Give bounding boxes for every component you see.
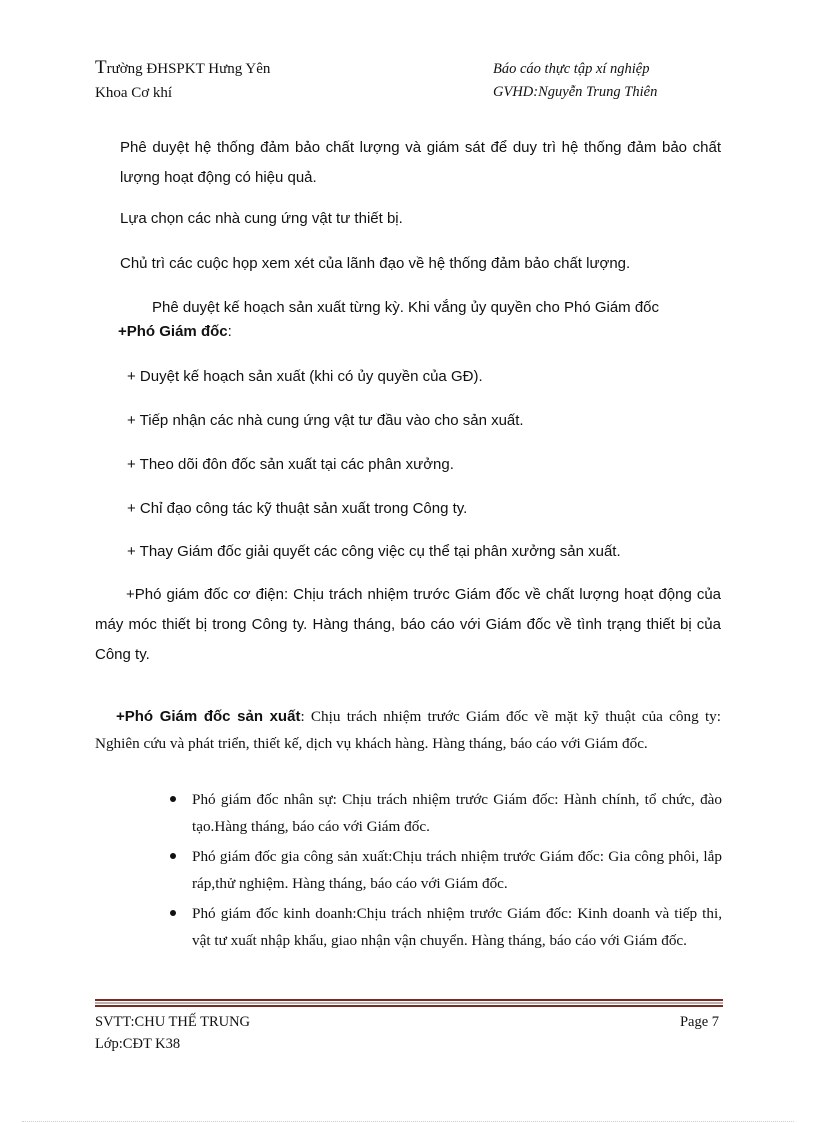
duty-item-2: + Tiếp nhận các nhà cung ứng vật tư đầu vào cho sản xuất. xyxy=(127,412,524,429)
bullet-item-business xyxy=(170,900,722,954)
deputy-bullet-list xyxy=(170,786,722,957)
page-bottom-border xyxy=(22,1121,794,1122)
bullet-item-processing xyxy=(170,843,722,897)
deputy-director-heading xyxy=(118,317,418,347)
footer-left xyxy=(95,1011,250,1055)
duty-item-4: + Chỉ đạo công tác kỹ thuật sản xuất trong Công ty. xyxy=(127,500,468,517)
duty-item-1: + Duyệt kế hoạch sản xuất (khi có ủy quyền của GĐ). xyxy=(127,368,483,385)
school-name-rest: rường ĐHSPKT Hưng Yên xyxy=(106,61,271,77)
production-deputy-text: : Chịu trách nhiệm trước Giám đốc về mặt kỹ thuật của công ty: Nghiên cứu và phát triển, thiết kế, dịch vụ khách hàng. Hàng tháng, báo cáo với Giám đốc. xyxy=(95,708,721,752)
page-number: Page 7 xyxy=(679,1014,719,1030)
paragraph-chair-meetings: Chủ trì các cuộc họp xem xét của lãnh đạo về hệ thống đảm bảo chất lượng. xyxy=(120,255,631,272)
school-name xyxy=(95,56,270,81)
advisor-name: GVHD:Nguyễn Trung Thiên xyxy=(493,84,658,100)
paragraph-select-suppliers: Lựa chọn các nhà cung ứng vật tư thiết bị. xyxy=(120,210,403,227)
duty-item-5: + Thay Giám đốc giải quyết các công việc cụ thể tại phân xưởng sản xuất. xyxy=(127,543,621,560)
faculty-name: Khoa Cơ khí xyxy=(95,85,173,101)
deputy-director-colon: : xyxy=(227,323,232,340)
footer-divider-line-bottom xyxy=(95,1005,723,1007)
header-left xyxy=(95,56,270,105)
paragraph-approve-plan: Phê duyệt kế hoạch sản xuất từng kỳ. Khi vắng ủy quyền cho Phó Giám đốc xyxy=(152,299,660,316)
student-name: SVTT:CHU THẾ TRUNG xyxy=(95,1014,251,1030)
school-initial: T xyxy=(95,57,107,78)
footer-divider xyxy=(95,999,723,1007)
bullet-text-business: Phó giám đốc kinh doanh:Chịu trách nhiệm trước Giám đốc: Kinh doanh và tiếp thi, vật tư xuất nhập khẩu, giao nhận vận chuyển. Hàng tháng, báo cáo với Giám đốc. xyxy=(192,905,722,949)
paragraph-approve-quality: Phê duyệt hệ thống đảm bảo chất lượng và giám sát để duy trì hệ thống đảm bảo chất lượng hoạt động có hiệu quả. xyxy=(120,139,721,186)
bullet-icon xyxy=(170,796,176,802)
paragraph-electromech-deputy: +Phó giám đốc cơ điện: Chịu trách nhiệm trước Giám đốc về chất lượng hoạt động của máy móc thiết bị trong Công ty. Hàng tháng, báo cáo với Giám đốc về tình trạng thiết bị của Công ty. xyxy=(95,586,721,663)
paragraph-production-deputy xyxy=(95,703,721,757)
bullet-item-hr xyxy=(170,786,722,840)
report-title: Báo cáo thực tập xí nghiệp xyxy=(493,61,650,77)
bullet-icon xyxy=(170,853,176,859)
footer-divider-line-top xyxy=(95,999,723,1001)
bullet-icon xyxy=(170,910,176,916)
class-name: Lớp:CĐT K38 xyxy=(95,1036,181,1052)
bullet-text-hr: Phó giám đốc nhân sự: Chịu trách nhiệm trước Giám đốc: Hành chính, tổ chức, đào tạo.Hàng tháng, báo cáo với Giám đốc. xyxy=(192,791,722,835)
deputy-director-label: +Phó Giám đốc xyxy=(118,323,228,340)
production-deputy-label: +Phó Giám đốc sản xuất xyxy=(116,708,301,725)
header-right xyxy=(493,58,657,104)
footer-divider-line-middle xyxy=(95,1002,723,1004)
bullet-text-processing: Phó giám đốc gia công sản xuất:Chịu trách nhiệm trước Giám đốc: Gia công phôi, lắp ráp,thử nghiệm. Hàng tháng, báo cáo với Giám đốc. xyxy=(192,848,722,892)
duty-item-3: + Theo dõi đôn đốc sản xuất tại các phân xưởng. xyxy=(127,456,454,473)
